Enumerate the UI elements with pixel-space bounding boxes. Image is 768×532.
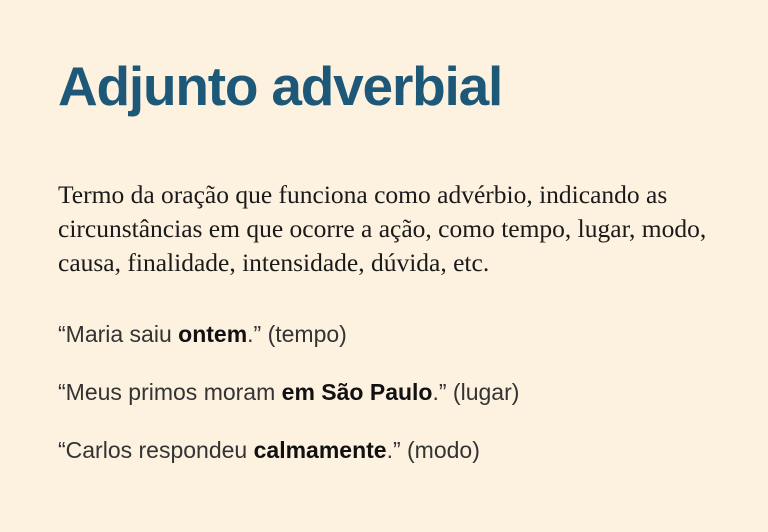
- example-prefix: “Carlos respondeu: [58, 436, 254, 463]
- example-item: [58, 378, 712, 407]
- example-prefix: “Meus primos moram: [58, 378, 282, 405]
- definition-text: Termo da oração que funciona como advérbio, indicando as circunstâncias em que ocorre a ação, como tempo, lugar, modo, causa, finalidade, intensidade, dúvida, etc.: [58, 179, 707, 278]
- example-highlight: calmamente: [253, 436, 387, 463]
- examples-list: [58, 320, 712, 464]
- example-prefix: “Maria saiu: [58, 321, 179, 348]
- example-suffix: .” (lugar): [432, 378, 520, 405]
- example-suffix: .” (tempo): [247, 321, 347, 348]
- page-title: Adjunto adverbial: [58, 55, 503, 117]
- example-item: [58, 320, 712, 349]
- example-highlight: ontem: [178, 321, 248, 348]
- example-highlight: em São Paulo: [281, 378, 433, 405]
- example-suffix: .” (modo): [386, 436, 480, 463]
- example-item: [58, 436, 712, 465]
